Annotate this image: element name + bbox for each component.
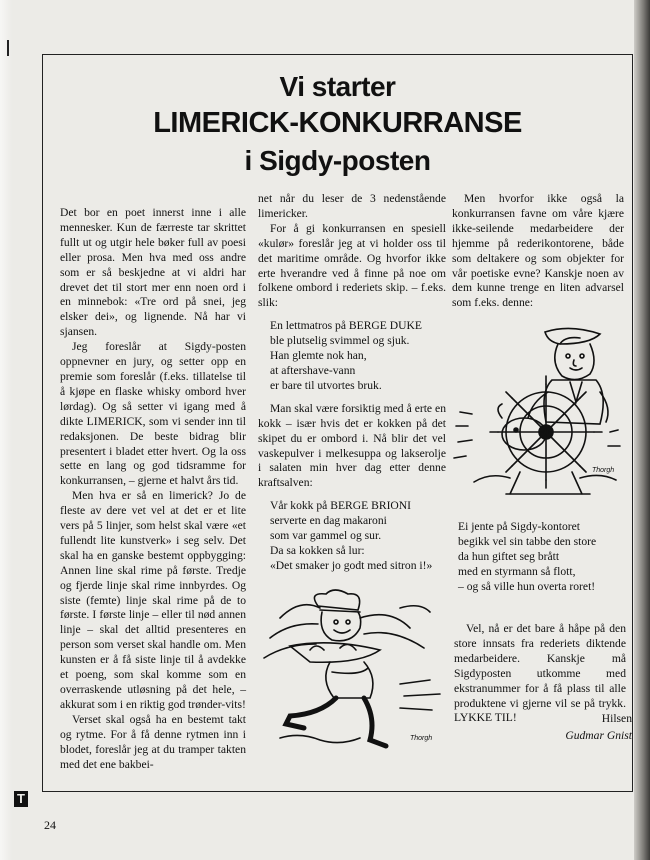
paragraph: net når du leser de 3 nedenstående limericker. — [258, 192, 446, 220]
verse-line: Han glemte nok han, — [270, 349, 367, 363]
limerick-3 — [458, 520, 628, 595]
paragraph: Men hva er så en limerick? Jo de fleste av dere vet vel at det er et lite vers på 5 linjer, som helst skal være «et fullendt lite kunstverk» i seg selv. Det skal ha en ganske bestemt oppbygging: Annen line skal rime på første. Tredje og fjerde linje skal rime innbyrdes. Og siste (femte) linje skal rime på de to første. I første linje – eller til nød annen linje – skal det alltid presenteres en person som verset skal handle om. Men kunsten er å få siste linje til å avdekke et poeng, som skal komme som en overraskende utløsning på det hele, – akkurat som i en riktig god trønder-vits! — [60, 489, 246, 711]
verse-line: med en styrmann så flott, — [458, 564, 576, 578]
cook-illustration — [260, 588, 450, 760]
verse-line: «Det smaker jo godt med sitron i!» — [270, 558, 433, 572]
paragraph: Vel, nå er det bare å håpe på den store innsats fra rederiets diktende medarbeidere. Kanskje må Sigdyposten utkomme med ekstranummer for å få plass til alle produktene vi gjerne vil se på trykk. LYKKE TIL! — [454, 622, 626, 725]
publisher-logo: T — [14, 791, 28, 807]
title-line-3: i Sigdy-posten — [244, 145, 431, 176]
paragraph: Det bor en poet innerst inne i alle mennesker. Kun de færreste tar skrittet fullt ut og utgir hele bøker full av poesi eller prosa. Men hva med oss andre som er så beskjedne at vi aldri har drevet det til stort mer enn noen ord i en minnebok: «Tre ord på snei, jeg elsker dei», og lignende. Nå har vi sjansen. — [60, 206, 246, 339]
verse-line: ble plutselig svimmel og sjuk. — [270, 334, 410, 348]
limerick-2 — [270, 499, 446, 574]
title-line-2: LIMERICK-KONKURRANSE — [153, 107, 522, 139]
verse-line: Vår kokk på BERGE BRIONI — [270, 499, 412, 513]
verse-line: da hun giftet seg brått — [458, 549, 560, 563]
verse-line: Ei jente på Sigdy-kontoret — [458, 520, 581, 533]
paragraph: Men hvorfor ikke også la konkurransen favne om våre kjære ikke-seilende medarbeidere der hjemme på rederikontorene, både som deltakere og som objekter for vår poetiske evne? Kanskje noen av dem kunne trenge en liten advarsel som f.eks. denne: — [452, 192, 624, 310]
paragraph: Jeg foreslår at Sigdy-posten oppnevner en jury, og setter opp en premie som foreslår (f.eks. tillatelse til å kjøpe en flaske whisky ombord hver lørdag). Og så setter vi igang med å dikte LIMERICK, som vi sender inn til redaksjonen. De beste bidrag blir presentert i bladet etter hvert. Og la oss sette en lang og god tidsramme for konkurransen, – gjerne et halvt års tid. — [60, 340, 246, 488]
title-line-1: Vi starter — [279, 71, 396, 102]
book-spine-shadow — [634, 0, 650, 860]
author-signature: Gudmar Gnist — [565, 729, 632, 742]
verse-line: at aftershave-vann — [270, 363, 356, 377]
verse-line: Da sa kokken så lur: — [270, 543, 365, 557]
paragraph: Man skal være forsiktig med å erte en kokk – især hvis det er kokken på det skipet du er ombord i. Nå blir det vel vaskepulver i melkesuppa og lakserolje i salaten min hver dag etter denne kraftsalven: — [258, 401, 446, 490]
column-3 — [452, 192, 624, 311]
verse-line: serverte en dag makaroni — [270, 514, 387, 528]
paragraph: Verset skal også ha en bestemt takt og rytme. For å få denne rytmen inn i blodet, foreslår jeg at du tramper takten med det ene bakbei- — [60, 712, 246, 771]
paragraph: For å gi konkurransen en spesiell «kulør» foreslår jeg at vi holder oss til det maritime område. Og hvorfor ikke erte hverandre ved å finne på noe om folkene ombord i rederiets skip. – f.eks. slik: — [258, 221, 446, 310]
column-1 — [60, 206, 246, 772]
closing-paragraph — [454, 622, 626, 726]
article-title — [42, 68, 633, 179]
illustration-signature: Thorgh — [592, 467, 615, 474]
verse-line: som var gammel og sur. — [270, 529, 382, 543]
binding-mark — [7, 40, 9, 56]
sailor-wheel-illustration — [450, 322, 622, 500]
limerick-1 — [270, 319, 446, 394]
verse-line: – og så ville hun overta roret! — [458, 579, 596, 593]
verse-line: begikk vel sin tabbe den store — [458, 534, 597, 548]
greeting: Hilsen — [601, 712, 632, 725]
page-number: 24 — [44, 818, 56, 832]
verse-line: er bare til utvortes bruk. — [270, 378, 382, 392]
verse-line: En lettmatros på BERGE DUKE — [270, 319, 422, 333]
illustration-signature: Thorgh — [410, 735, 433, 742]
page-left-edge — [0, 0, 12, 860]
column-2 — [258, 192, 446, 582]
